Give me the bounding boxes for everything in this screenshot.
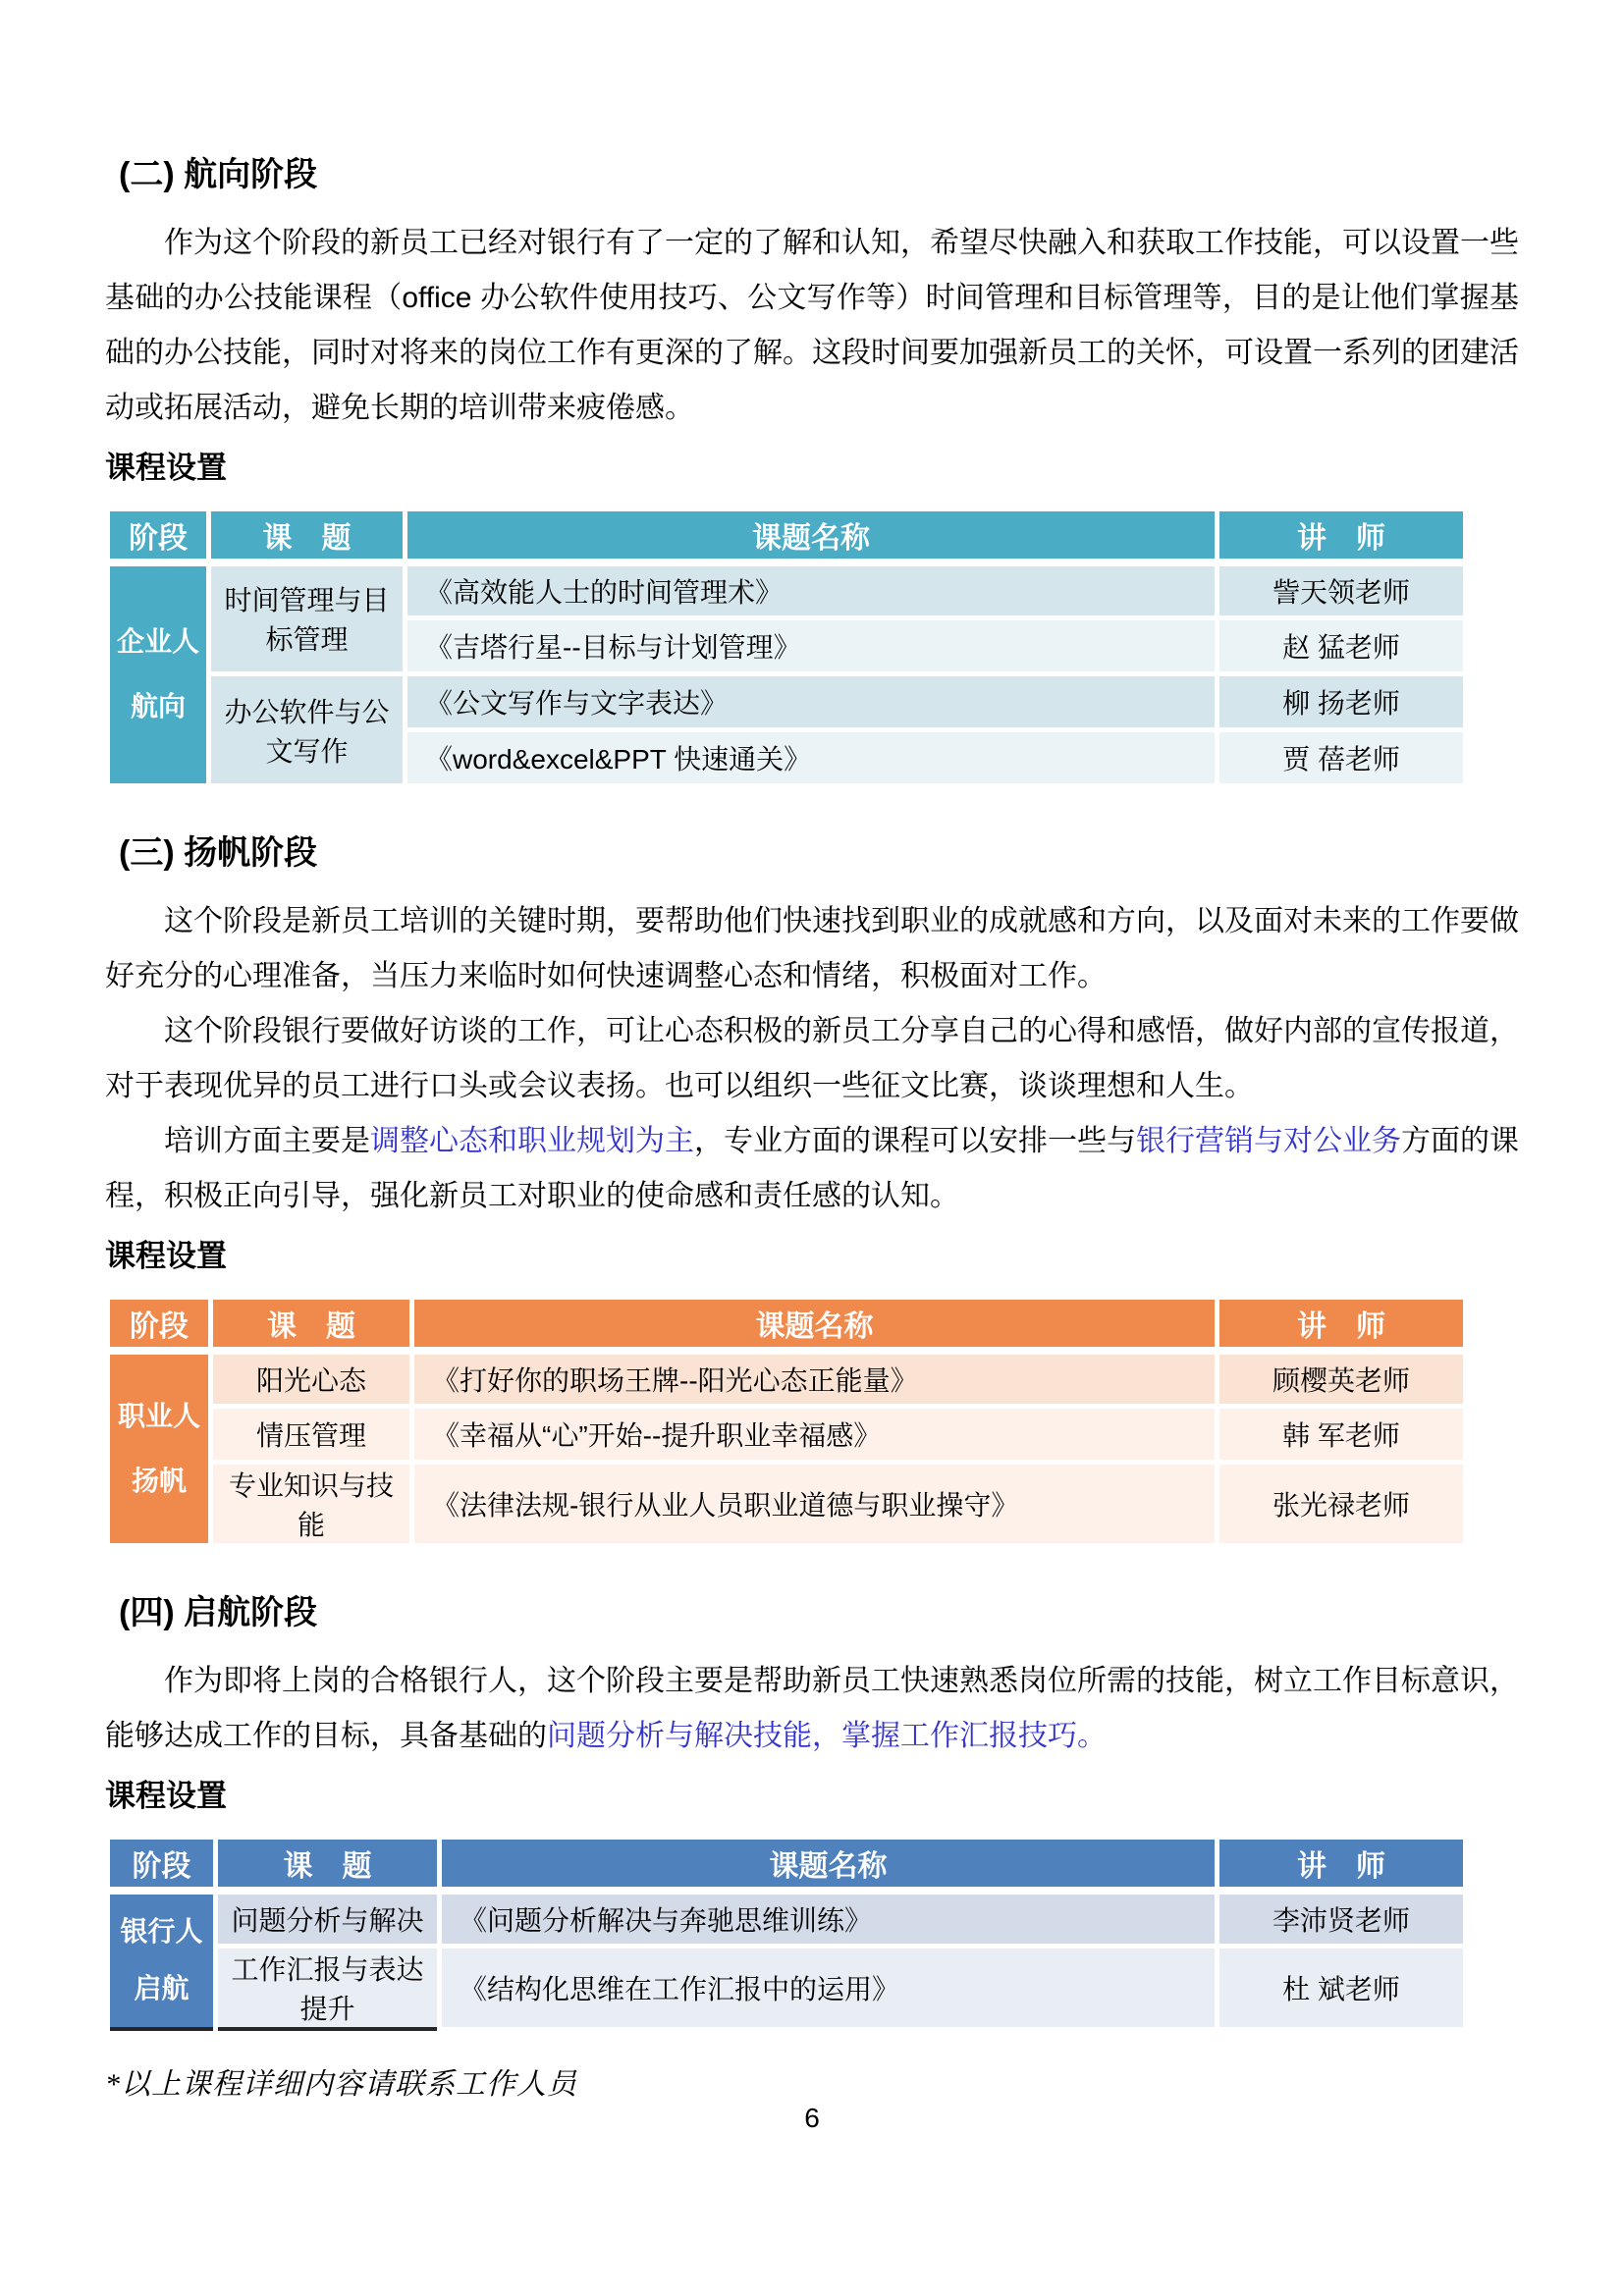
paragraph-yangfan-3 [105,1114,1519,1224]
col-header-course: 课题名称 [440,1838,1218,1891]
stage-line-1: 银行人 [120,1916,203,1948]
page-content [105,0,1519,2103]
topic-cell: 情压管理 [211,1407,412,1463]
table-row [108,1463,1466,1546]
teacher-cell: 顾樱英老师 [1218,1351,1466,1407]
course-cell: 《问题分析解决与奔驰思维训练》 [440,1891,1218,1947]
table-row [108,1407,1466,1463]
teacher-cell: 韩 军老师 [1218,1407,1466,1463]
teacher-cell: 柳 扬老师 [1218,674,1466,730]
col-header-course: 课题名称 [412,1298,1218,1351]
section-heading-qihang: (四) 启航阶段 [119,1594,318,1631]
topic-cell: 专业知识与技能 [211,1463,412,1546]
table-row [108,674,1466,730]
table-row [108,1351,1466,1407]
paragraph-hangxiang: 作为这个阶段的新员工已经对银行有了一定的了解和认知，希望尽快融入和获取工作技能，可以设置一些基础的办公技能课程（office 办公软件使用技巧、公文写作等）时间管理和目标管理等，目的是让他们掌握基础的办公技能，同时对将来的岗位工作有更深的了解。这段时间要加强新员工的关怀，可设置一系列的团建活动或拓展活动，避免长期的培训带来疲倦感。 [105,227,1519,424]
teacher-cell: 贾 蓓老师 [1218,730,1466,786]
table-row [108,1891,1466,1947]
text-segment: 培训方面主要是 [164,1125,370,1157]
highlighted-text: 银行营销与对公业务 [1136,1125,1401,1157]
col-header-topic: 课 题 [211,1298,412,1351]
table-row [108,562,1466,618]
col-header-stage: 阶段 [108,1838,216,1891]
footnote: *以上课程详细内容请联系工作人员 [105,2067,577,2101]
table-header-row [108,1838,1466,1891]
col-header-teacher: 讲 师 [1218,1298,1466,1351]
course-table-qihang [105,1835,1468,2032]
course-setup-label-2: 课程设置 [105,1239,227,1273]
table-header-row [108,509,1466,562]
topic-cell: 办公软件与公文写作 [209,674,406,786]
course-cell: 《幸福从“心”开始--提升职业幸福感》 [412,1407,1218,1463]
course-cell: 《高效能人士的时间管理术》 [406,562,1218,618]
course-cell: 《打好你的职场王牌--阳光心态正能量》 [412,1351,1218,1407]
topic-cell: 时间管理与目标管理 [209,562,406,674]
course-setup-label-3: 课程设置 [105,1779,227,1813]
table-row [108,1947,1466,2030]
teacher-cell: 訾天领老师 [1218,562,1466,618]
stage-cell [108,1891,216,2030]
stage-cell [108,1351,211,1546]
col-header-topic: 课 题 [216,1838,440,1891]
paragraph-qihang [105,1654,1519,1764]
stage-cell [108,562,209,786]
section-heading-hangxiang: (二) 航向阶段 [119,156,318,193]
course-table-hangxiang [105,507,1468,788]
teacher-cell: 杜 斌老师 [1218,1947,1466,2030]
page-number: 6 [804,2103,820,2133]
col-header-stage: 阶段 [108,1298,211,1351]
course-cell: 《word&excel&PPT 快速通关》 [406,730,1218,786]
course-cell: 《吉塔行星--目标与计划管理》 [406,618,1218,674]
col-header-course: 课题名称 [406,509,1218,562]
text-segment: ，专业方面的课程可以安排一些与 [694,1125,1136,1157]
topic-cell: 阳光心态 [211,1351,412,1407]
col-header-teacher: 讲 师 [1218,1838,1466,1891]
teacher-cell: 李沛贤老师 [1218,1891,1466,1947]
course-cell: 《结构化思维在工作汇报中的运用》 [440,1947,1218,2030]
paragraph-yangfan-2: 这个阶段银行要做好访谈的工作，可让心态积极的新员工分享自己的心得和感悟，做好内部的宣传报道，对于表现优异的员工进行口头或会议表扬。也可以组织一些征文比赛，谈谈理想和人生。 [105,1015,1519,1102]
course-table-yangfan [105,1295,1468,1548]
highlighted-text: 问题分析与解决技能，掌握工作汇报技巧。 [547,1720,1107,1752]
course-setup-label-1: 课程设置 [105,451,227,485]
stage-line-1: 职业人 [117,1400,200,1431]
paragraph-yangfan-1: 这个阶段是新员工培训的关键时期，要帮助他们快速找到职业的成就感和方向，以及面对未来的工作要做好充分的心理准备，当压力来临时如何快速调整心态和情绪，积极面对工作。 [105,905,1519,992]
stage-line-1: 企业人 [116,626,199,658]
col-header-topic: 课 题 [209,509,406,562]
highlighted-text: 调整心态和职业规划为主 [370,1125,694,1157]
stage-line-2: 启航 [134,1973,189,2004]
course-cell: 《公文写作与文字表达》 [406,674,1218,730]
topic-cell: 问题分析与解决 [216,1891,440,1947]
teacher-cell: 赵 猛老师 [1218,618,1466,674]
topic-cell: 工作汇报与表达提升 [216,1947,440,2030]
teacher-cell: 张光禄老师 [1218,1463,1466,1546]
course-cell: 《法律法规-银行从业人员职业道德与职业操守》 [412,1463,1218,1546]
stage-line-2: 航向 [130,691,186,722]
text-segment: 作为即将上岗的合格银行人，这个阶段主要是帮助新员工快速熟悉岗位所需的技能，树立工作目标意识，能够达成工作的目标，具备基础的 [105,1665,1519,1752]
section-heading-yangfan: (三) 扬帆阶段 [119,834,318,872]
col-header-teacher: 讲 师 [1218,509,1466,562]
col-header-stage: 阶段 [108,509,209,562]
stage-line-2: 扬帆 [131,1465,187,1496]
table-header-row [108,1298,1466,1351]
text-segment: 方面的课程，积极正向引导，强化新员工对职业的使命感和责任感的认知。 [105,1125,1519,1212]
